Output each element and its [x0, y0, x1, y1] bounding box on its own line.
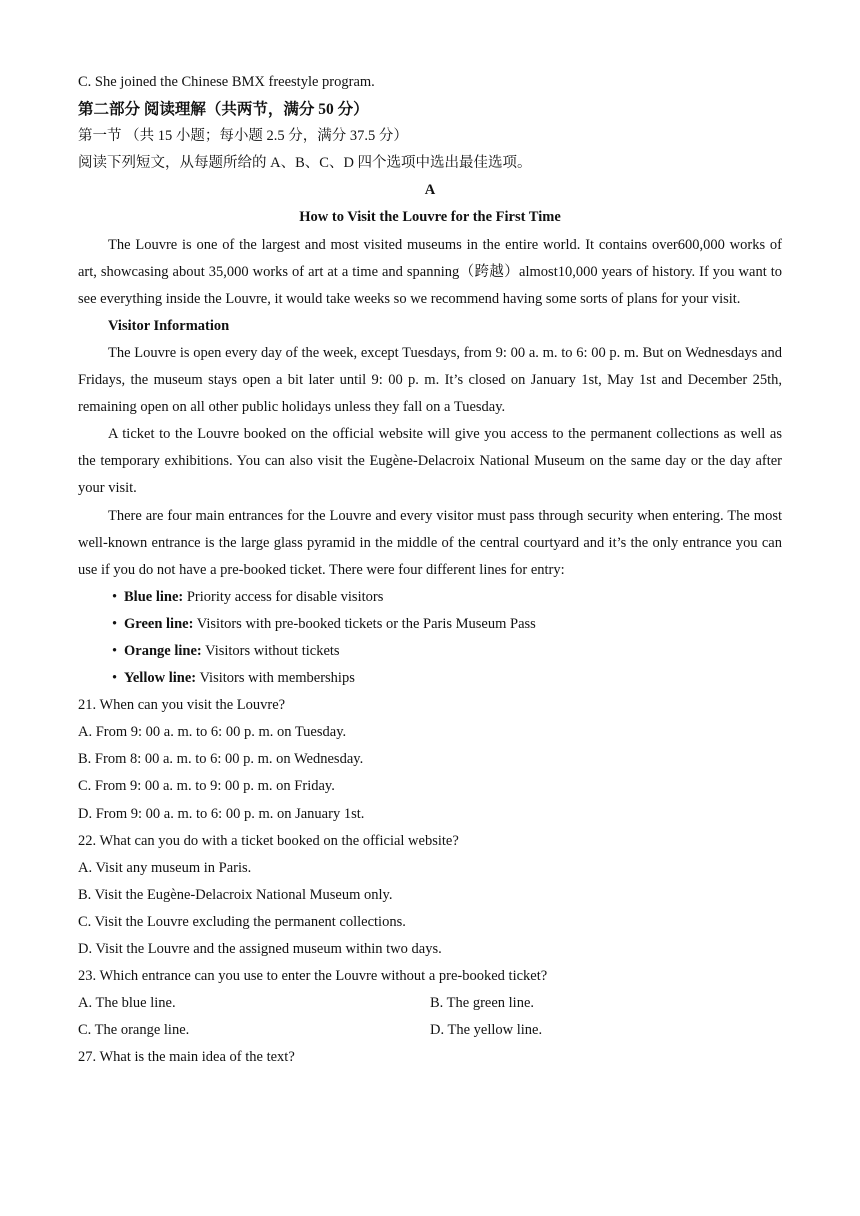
entry-line-name: Blue line:	[124, 588, 184, 605]
intro-paragraph: The Louvre is one of the largest and most visited museums in the entire world. It contains over600,000 works of art, showcasing about 35,000 works of art at a time and spanning（跨越）almost10,000 years of history. If you want to see everything inside the Louvre, it would take weeks so we recommend having some sorts of plans for your visit.	[78, 236, 782, 307]
entry-line-name: Yellow line:	[124, 670, 197, 687]
entry-line-name: Green line:	[124, 615, 194, 632]
question-22-option-c: C. Visit the Louvre excluding the permanent collections.	[78, 913, 406, 930]
question-27-stem: 27. What is the main idea of the text?	[78, 1049, 295, 1066]
question-21-stem: 21. When can you visit the Louvre?	[78, 697, 286, 714]
bullet-icon: •	[112, 642, 118, 659]
entry-line-item	[78, 584, 782, 611]
question-22-option-d: D. Visit the Louvre and the assigned museum within two days.	[78, 941, 442, 957]
bullet-icon: •	[112, 615, 118, 632]
question-21-option-b: B. From 8: 00 a. m. to 6: 00 p. m. on Wednesday.	[78, 751, 364, 768]
question-23-option-b: B. The green line.	[430, 995, 535, 1012]
question-23-option-a: A. The blue line.	[78, 995, 176, 1012]
question-23-option-d: D. The yellow line.	[430, 1022, 543, 1039]
section-title: 第二部分 阅读理解（共两节，满分 50 分）	[78, 101, 369, 119]
entry-line-desc: Priority access for disable visitors	[183, 588, 384, 605]
entry-line-desc: Visitors with pre-booked tickets or the Paris Museum Pass	[193, 615, 536, 632]
entry-line-item	[78, 611, 782, 638]
question-21-option-c: C. From 9: 00 a. m. to 9: 00 p. m. on Friday.	[78, 778, 335, 795]
entry-line-item	[78, 665, 782, 692]
question-23-option-c: C. The orange line.	[78, 1022, 190, 1039]
subsection-title: 第一节 （共 15 小题；每小题 2.5 分，满分 37.5 分）	[78, 128, 408, 145]
bullet-icon: •	[112, 670, 118, 687]
instruction-text: 阅读下列短文，从每题所给的 A、B、C、D 四个选项中选出最佳选项。	[78, 155, 532, 172]
bullet-icon: •	[112, 588, 118, 605]
question-22-stem: 22. What can you do with a ticket booked on the official website?	[78, 832, 459, 849]
entry-line-name: Orange line:	[124, 642, 202, 659]
entrances-paragraph: There are four main entrances for the Louvre and every visitor must pass through security when entering. The most well-known entrance is the large glass pyramid in the middle of the central courtyard and it’s the only entrance you can use if you do not have a pre-booked ticket. There were four different lines for entry:	[78, 507, 782, 578]
question-22-option-b: B. Visit the Eugène-Delacroix National Museum only.	[78, 886, 393, 903]
question-21-option-a: A. From 9: 00 a. m. to 6: 00 p. m. on Tuesday.	[78, 724, 347, 741]
entry-line-desc: Visitors without tickets	[201, 642, 340, 659]
entry-line-desc: Visitors with memberships	[196, 670, 355, 687]
hours-paragraph: The Louvre is open every day of the week, except Tuesdays, from 9: 00 a. m. to 6: 00 p. m. But on Wednesdays and Fridays, the museum stays open a bit later until 9: 00 p. m. It’s closed on January 1st, May 1st and December 25th, remaining open on all other public holidays unless they fall on a Tuesday.	[78, 344, 782, 416]
passage-letter: A	[424, 182, 436, 199]
question-21-option-d: D. From 9: 00 a. m. to 6: 00 p. m. on January 1st.	[78, 805, 365, 822]
entry-line-item	[78, 638, 782, 665]
previous-question-option: C. She joined the Chinese BMX freestyle program.	[78, 74, 375, 90]
passage-title: How to Visit the Louvre for the First Time	[299, 209, 561, 226]
question-22-option-a: A. Visit any museum in Paris.	[78, 859, 252, 876]
ticket-paragraph: A ticket to the Louvre booked on the official website will give you access to the permanent collections as well as the temporary exhibitions. You can also visit the Eugène-Delacroix National Museum on the same day or the day after your visit.	[78, 426, 782, 497]
visitor-info-heading: Visitor Information	[108, 317, 230, 334]
question-23-options-row-2	[78, 1017, 782, 1044]
question-23-stem: 23. Which entrance can you use to enter the Louvre without a pre-booked ticket?	[78, 968, 548, 985]
question-23-options-row-1	[78, 990, 782, 1017]
